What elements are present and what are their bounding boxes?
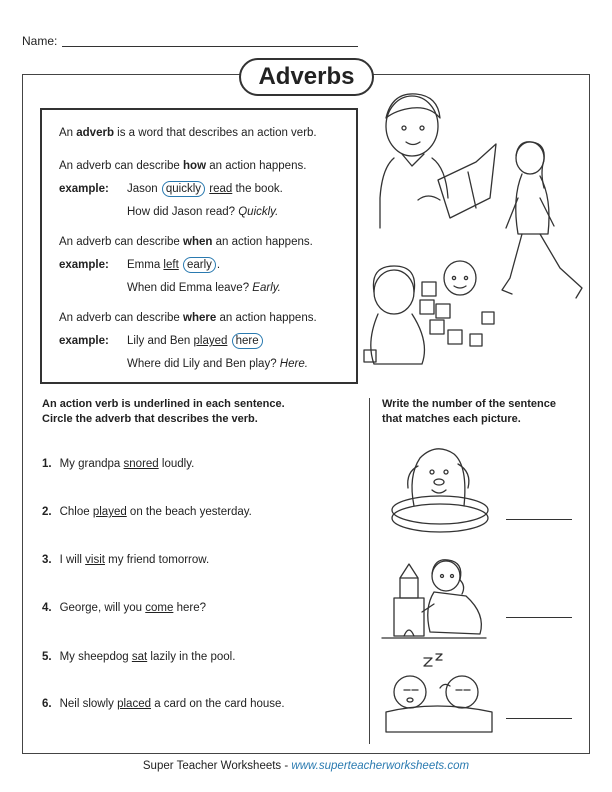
action-verb: placed — [117, 698, 151, 710]
when-line: An adverb can describe when an action happens. — [59, 236, 313, 248]
page-title: Adverbs — [239, 58, 374, 96]
kids-blocks-illustration — [360, 252, 500, 374]
action-verb: snored — [123, 458, 159, 470]
action-verb: sat — [131, 651, 148, 663]
girl-walking-illustration — [500, 138, 590, 310]
question-3: 3. I will visit my friend tomorrow. — [42, 554, 210, 566]
example-label: example: — [59, 183, 109, 195]
example-sentence-3: Lily and Ben played here — [127, 335, 264, 347]
question-2: 2. Chloe played on the beach yesterday. — [42, 506, 252, 518]
action-verb: visit — [85, 554, 105, 566]
name-input-line[interactable] — [62, 46, 358, 47]
action-verb: played — [92, 506, 127, 518]
answer-line-1[interactable] — [506, 519, 572, 520]
left-instructions: An action verb is underlined in each sentence. Circle the adverb that describes the verb. — [42, 398, 285, 425]
answer-line-2[interactable] — [506, 617, 572, 618]
dog-in-pool-picture — [388, 436, 492, 540]
example-question-1: How did Jason read? Quickly. — [127, 206, 279, 218]
question-5: 5. My sheepdog sat lazily in the pool. — [42, 651, 236, 663]
example-question-2: When did Emma leave? Early. — [127, 282, 281, 294]
definition-line: An adverb is a word that describes an action verb. — [59, 127, 317, 139]
intro-box — [40, 108, 358, 384]
name-label: Name: — [22, 34, 58, 48]
footer-text: Super Teacher Worksheets - — [142, 760, 292, 772]
right-instructions: Write the number of the sentence that matches each picture. — [382, 398, 556, 425]
question-6: 6. Neil slowly placed a card on the card house. — [42, 698, 285, 710]
answer-line-3[interactable] — [506, 718, 572, 719]
question-4: 4. George, will you come here? — [42, 602, 206, 614]
question-1: 1. My grandpa snored loudly. — [42, 458, 195, 470]
footer-link[interactable]: www.superteacherworksheets.com — [291, 760, 470, 772]
boy-reading-illustration — [372, 88, 502, 238]
where-line: An adverb can describe where an action happens. — [59, 312, 317, 324]
example-label: example: — [59, 259, 109, 271]
how-line: An adverb can describe how an action happens. — [59, 160, 307, 172]
action-verb: come — [145, 602, 174, 614]
example-question-3: Where did Lily and Ben play? Here. — [127, 358, 308, 370]
sleeping-grandpa-picture — [380, 652, 496, 734]
column-divider — [369, 398, 370, 744]
girl-sandcastle-picture — [376, 552, 500, 644]
example-sentence-1: Jason quickly read the book. — [127, 183, 283, 195]
example-sentence-2: Emma left early . — [127, 259, 221, 271]
footer — [0, 760, 612, 772]
example-label: example: — [59, 335, 109, 347]
